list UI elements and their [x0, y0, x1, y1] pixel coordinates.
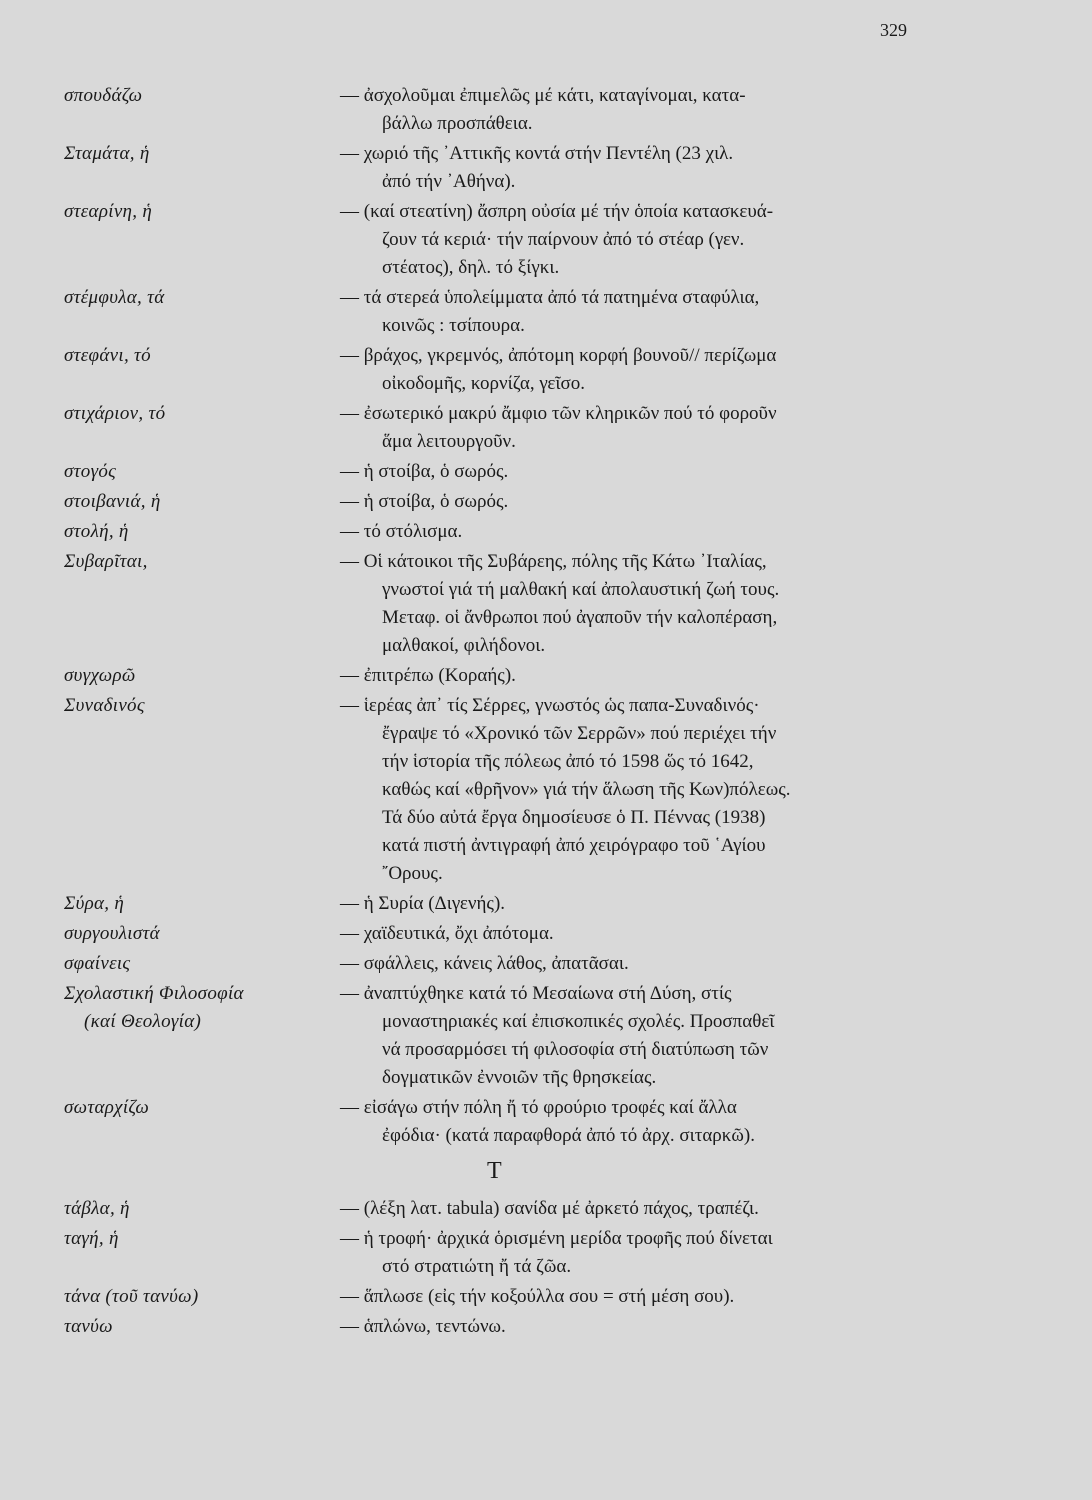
glossary-entry — [0, 284, 1092, 340]
glossary-entries-tau — [0, 1195, 1092, 1341]
entry-term-text: τάβλα, ἡ — [64, 1198, 130, 1219]
definition-line: — ἱερέας ἀπ᾽ τίς Σέρρες, γνωστός ὡς παπα-Συναδινός· — [340, 695, 760, 716]
definition-line: κοινῶς : τσίπουρα. — [382, 315, 525, 336]
glossary-entry — [0, 82, 1092, 138]
entry-definition — [340, 82, 930, 138]
definition-line: — (λέξη λατ. tabula) σανίδα μέ ἀρκετό πάχος, τραπέζι. — [340, 1198, 759, 1219]
definition-line: — ἐσωτερικό μακρύ ἄμφιο τῶν κληρικῶν πού τό φοροῦν — [340, 403, 777, 424]
entry-definition — [340, 1195, 930, 1223]
entry-term-text: σωταρχίζω — [64, 1097, 150, 1118]
definition-line: — τά στερεά ὑπολείμματα ἀπό τά πατημένα σταφύλια, — [340, 287, 760, 308]
glossary-entry — [0, 1225, 1092, 1281]
definition-line: καθώς καί «θρῆνον» γιά τήν ἅλωση τῆς Κων)πόλεως. — [382, 779, 791, 800]
entry-term — [64, 458, 354, 486]
glossary-entry — [0, 1094, 1092, 1150]
glossary-entry — [0, 342, 1092, 398]
entry-term — [64, 400, 354, 428]
entry-term-text: στεαρίνη, ἡ — [64, 201, 153, 222]
definition-line: βάλλω προσπάθεια. — [382, 113, 533, 134]
definition-line: κατά πιστή ἀντιγραφή ἀπό χειρόγραφο τοῦ ῾Αγίου — [382, 835, 766, 856]
entry-term-continuation: (καί Θεολογία) — [84, 1011, 202, 1032]
entry-term-text: Σταμάτα, ἡ — [64, 143, 150, 164]
entry-term-text: στέμφυλα, τά — [64, 287, 165, 308]
entry-term — [64, 1094, 354, 1122]
entry-term — [64, 488, 354, 516]
entry-term — [64, 692, 354, 720]
entry-definition — [340, 1094, 930, 1150]
glossary-entry — [0, 518, 1092, 546]
entry-term-text: Συναδινός — [64, 695, 145, 716]
definition-line: — ἀσχολοῦμαι ἐπιμελῶς μέ κάτι, καταγίνομαι, κατα- — [340, 85, 746, 106]
glossary-entry — [0, 662, 1092, 690]
entry-definition — [340, 950, 930, 978]
definition-line: — βράχος, γκρεμνός, ἀπότομη κορφή βουνοῦ// περίζωμα — [340, 345, 777, 366]
definition-line: μαλθακοί, φιλήδονοι. — [382, 635, 546, 656]
definition-line: τήν ἱστορία τῆς πόλεως ἀπό τό 1598 ὥς τό 1642, — [382, 751, 754, 772]
definition-line: ἅμα λειτουργοῦν. — [382, 431, 516, 452]
definition-line: — ἁπλώνω, τεντώνω. — [340, 1316, 506, 1337]
entry-definition — [340, 662, 930, 690]
entry-definition — [340, 284, 930, 340]
entry-term-text: σφαίνεις — [64, 953, 131, 974]
entry-definition — [340, 1225, 930, 1281]
definition-line: γνωστοί γιά τή μαλθακή καί ἀπολαυστική ζωή τους. — [382, 579, 780, 600]
entry-definition — [340, 140, 930, 196]
entry-term — [64, 950, 354, 978]
glossary-entry — [0, 140, 1092, 196]
entry-term-text: στολή, ἡ — [64, 521, 129, 542]
entry-term — [64, 518, 354, 546]
glossary-entry — [0, 1313, 1092, 1341]
entry-term — [64, 980, 354, 1036]
entry-definition — [340, 890, 930, 918]
definition-line: ἐφόδια· (κατά παραφθορά ἀπό τό ἀρχ. σιταρκῶ). — [382, 1125, 755, 1146]
entry-term-text: στεφάνι, τό — [64, 345, 151, 366]
entry-definition — [340, 548, 930, 660]
glossary-entry — [0, 198, 1092, 282]
definition-line: — ἡ τροφή· ἀρχικά ὁρισμένη μερίδα τροφῆς πού δίνεται — [340, 1228, 773, 1249]
entry-term-text: τάνα (τοῦ τανύω) — [64, 1286, 199, 1307]
definition-line: — ἡ στοίβα, ὁ σωρός. — [340, 491, 509, 512]
definition-line: — ἀναπτύχθηκε κατά τό Μεσαίωνα στή Δύση, στίς — [340, 983, 732, 1004]
entry-term-text: συργουλιστά — [64, 923, 160, 944]
glossary-entries-sigma — [0, 82, 1092, 1150]
definition-line: μοναστηριακές καί ἐπισκοπικές σχολές. Προσπαθεῖ — [382, 1011, 775, 1032]
definition-line: οἰκοδομῆς, κορνίζα, γεῖσο. — [382, 373, 585, 394]
definition-line: — σφάλλεις, κάνεις λάθος, ἀπατᾶσαι. — [340, 953, 629, 974]
glossary-entry — [0, 548, 1092, 660]
entry-term — [64, 1225, 354, 1253]
entry-term-text: στογός — [64, 461, 117, 482]
entry-definition — [340, 692, 930, 888]
glossary-entry — [0, 980, 1092, 1092]
definition-line: ζουν τά κεριά· τήν παίρνουν ἀπό τό στέαρ (γεν. — [382, 229, 745, 250]
definition-line: ἀπό τήν ᾽Αθήνα). — [382, 171, 516, 192]
entry-definition — [340, 400, 930, 456]
definition-line: Μεταφ. οἱ ἄνθρωποι πού ἀγαποῦν τήν καλοπέραση, — [382, 607, 778, 628]
entry-term-text: Σύρα, ἡ — [64, 893, 125, 914]
entry-term — [64, 342, 354, 370]
entry-term — [64, 198, 354, 226]
definition-line: — τό στόλισμα. — [340, 521, 463, 542]
glossary-entry — [0, 692, 1092, 888]
entry-term-text: ταγή, ἡ — [64, 1228, 119, 1249]
glossary-entry — [0, 890, 1092, 918]
definition-line: — χαϊδευτικά, ὄχι ἀπότομα. — [340, 923, 554, 944]
page-number: 329 — [880, 20, 907, 40]
definition-line: — Οἱ κάτοικοι τῆς Συβάρεης, πόλης τῆς Κάτω ᾽Ιταλίας, — [340, 551, 767, 572]
definition-line: ἔγραψε τό «Χρονικό τῶν Σερρῶν» πού περιέχει τήν — [382, 723, 777, 744]
glossary-entry — [0, 488, 1092, 516]
definition-line: δογματικῶν ἐννοιῶν τῆς θρησκείας. — [382, 1067, 657, 1088]
glossary — [0, 82, 1092, 1343]
entry-term — [64, 82, 354, 110]
entry-definition — [340, 920, 930, 948]
entry-term-text: Συβαρῖται, — [64, 551, 148, 572]
entry-definition — [340, 1313, 930, 1341]
entry-term-text: στιχάριον, τό — [64, 403, 166, 424]
definition-line: στέατος), δηλ. τό ξίγκι. — [382, 257, 560, 278]
entry-term — [64, 920, 354, 948]
definition-line: νά προσαρμόσει τή φιλοσοφία στή διατύπωση τῶν — [382, 1039, 769, 1060]
entry-term-text: συγχωρῶ — [64, 665, 136, 686]
entry-term — [64, 548, 354, 576]
glossary-entry — [0, 920, 1092, 948]
glossary-entry — [0, 400, 1092, 456]
glossary-entry — [0, 1195, 1092, 1223]
definition-line: — ἡ Συρία (Διγενής). — [340, 893, 506, 914]
entry-term — [64, 1283, 354, 1311]
definition-line: στό στρατιώτη ἤ τά ζῶα. — [382, 1256, 572, 1277]
entry-definition — [340, 518, 930, 546]
entry-term-text: στοιβανιά, ἡ — [64, 491, 161, 512]
entry-definition — [340, 488, 930, 516]
entry-term-text: Σχολαστική Φιλοσοφία — [64, 983, 244, 1004]
definition-line: — εἰσάγω στήν πόλη ἤ τό φρούριο τροφές καί ἄλλα — [340, 1097, 737, 1118]
entry-term — [64, 140, 354, 168]
glossary-entry — [0, 458, 1092, 486]
definition-line: — χωριό τῆς ᾽Αττικῆς κοντά στήν Πεντέλη (23 χιλ. — [340, 143, 734, 164]
definition-line: — (καί στεατίνη) ἄσπρη οὐσία μέ τήν ὁποία κατασκευά- — [340, 201, 774, 222]
definition-line: ῎Ορους. — [382, 863, 443, 884]
entry-definition — [340, 980, 930, 1092]
definition-line: — ἅπλωσε (εἰς τήν κοξούλλα σου = στή μέση σου). — [340, 1286, 735, 1307]
entry-definition — [340, 458, 930, 486]
entry-term-text: τανύω — [64, 1316, 113, 1337]
entry-term — [64, 1313, 354, 1341]
definition-line: — ἡ στοίβα, ὁ σωρός. — [340, 461, 509, 482]
glossary-entry — [0, 950, 1092, 978]
entry-term — [64, 1195, 354, 1223]
section-letter: Τ — [487, 1158, 502, 1184]
entry-term — [64, 662, 354, 690]
entry-term — [64, 890, 354, 918]
definition-line: — ἐπιτρέπω (Κοραής). — [340, 665, 516, 686]
entry-definition — [340, 198, 930, 282]
definition-line: Τά δύο αὐτά ἔργα δημοσίευσε ὁ Π. Πέννας (1938) — [382, 807, 766, 828]
entry-term — [64, 284, 354, 312]
entry-definition — [340, 342, 930, 398]
entry-term-text: σπουδάζω — [64, 85, 143, 106]
entry-definition — [340, 1283, 930, 1311]
glossary-entry — [0, 1283, 1092, 1311]
